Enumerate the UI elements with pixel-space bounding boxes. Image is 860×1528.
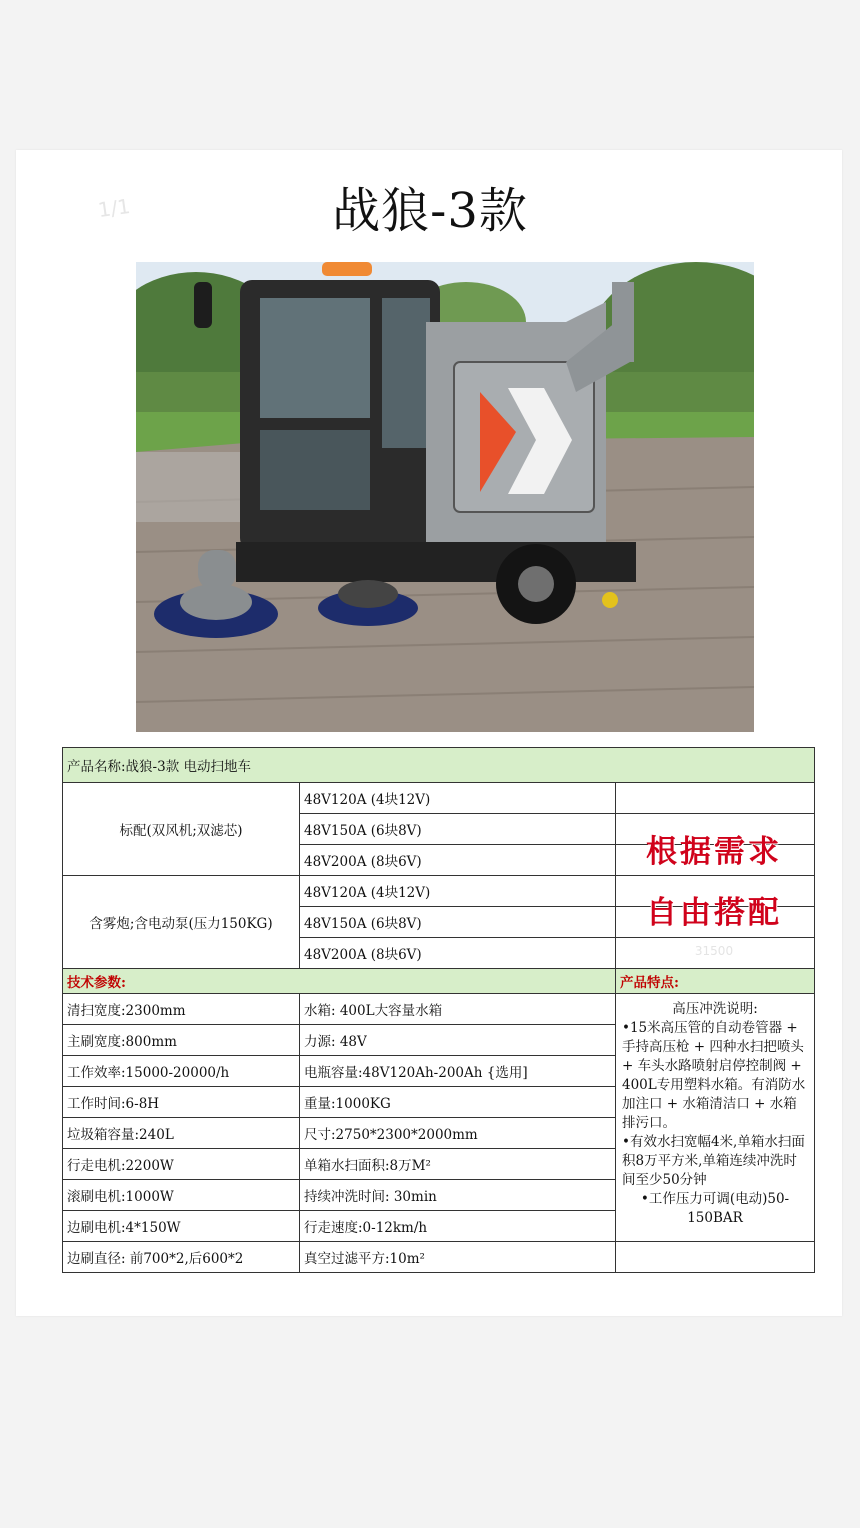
spec-cell: 工作时间:6-8H bbox=[63, 1087, 300, 1118]
option-cell: 48V200A (8块6V) bbox=[300, 845, 616, 876]
spec-cell: 工作效率:15000-20000/h bbox=[63, 1056, 300, 1087]
config-group-standard: 标配(双风机;双滤芯) bbox=[63, 783, 300, 876]
blank-cell bbox=[616, 783, 815, 814]
feature-paragraph: •15米高压管的自动卷管器 + 手持高压枪 + 四种水扫把喷头+ 车头水路喷射启停控制阀 + 400L专用塑料水箱。有消防水加注口 + 水箱清洁口 + 水箱排污口。 bbox=[622, 1020, 806, 1131]
feature-paragraph: •有效水扫宽幅4米,单箱水扫面积8万平方米,单箱连续冲洗时间至少50分钟 bbox=[622, 1134, 805, 1188]
spec-cell: 水箱: 400L大容量水箱 bbox=[300, 994, 616, 1025]
spec-cell: 单箱水扫面积:8万M² bbox=[300, 1149, 616, 1180]
feature-paragraph: •工作压力可调(电动)50-150BAR bbox=[640, 1191, 790, 1226]
sweeper-illustration bbox=[136, 262, 754, 732]
spec-cell: 行走速度:0-12km/h bbox=[300, 1211, 616, 1242]
spec-cell: 重量:1000KG bbox=[300, 1087, 616, 1118]
spec-cell: 行走电机:2200W bbox=[63, 1149, 300, 1180]
faint-price-text: 31500 bbox=[694, 944, 734, 958]
spec-cell: 滚刷电机:1000W bbox=[63, 1180, 300, 1211]
features-cell bbox=[616, 994, 815, 1242]
option-cell: 48V120A (4块12V) bbox=[300, 783, 616, 814]
option-cell: 48V200A (8块6V) bbox=[300, 938, 616, 969]
features-header: 产品特点: bbox=[616, 969, 815, 994]
page-watermark: 1/1 bbox=[96, 193, 132, 223]
tech-params-header: 技术参数: bbox=[63, 969, 616, 994]
option-cell: 48V150A (6块8V) bbox=[300, 907, 616, 938]
stamp-text-line2: 自由搭配 bbox=[646, 895, 782, 931]
spec-cell: 主刷宽度:800mm bbox=[63, 1025, 300, 1056]
spec-cell: 电瓶容量:48V120Ah-200Ah {选用] bbox=[300, 1056, 616, 1087]
product-photo bbox=[136, 262, 754, 732]
stamp-text-line1: 根据需求 bbox=[646, 834, 782, 870]
spec-cell: 清扫宽度:2300mm bbox=[63, 994, 300, 1025]
product-name-cell: 产品名称:战狼-3款 电动扫地车 bbox=[63, 748, 815, 783]
option-cell: 48V120A (4块12V) bbox=[300, 876, 616, 907]
spec-cell: 边刷电机:4*150W bbox=[63, 1211, 300, 1242]
blank-cell bbox=[616, 1242, 815, 1273]
spec-cell: 力源: 48V bbox=[300, 1025, 616, 1056]
spec-cell: 真空过滤平方:10m² bbox=[300, 1242, 616, 1273]
option-cell: 48V150A (6块8V) bbox=[300, 814, 616, 845]
spec-cell: 边刷直径: 前700*2,后600*2 bbox=[63, 1242, 300, 1273]
config-group-mist: 含雾炮;含电动泵(压力150KG) bbox=[63, 876, 300, 969]
spec-cell: 持续冲洗时间: 30min bbox=[300, 1180, 616, 1211]
spec-cell: 尺寸:2750*2300*2000mm bbox=[300, 1118, 616, 1149]
page-title: 战狼-3款 bbox=[332, 183, 528, 239]
spec-cell: 垃圾箱容量:240L bbox=[63, 1118, 300, 1149]
features-heading: 高压冲洗说明: bbox=[672, 1001, 758, 1017]
